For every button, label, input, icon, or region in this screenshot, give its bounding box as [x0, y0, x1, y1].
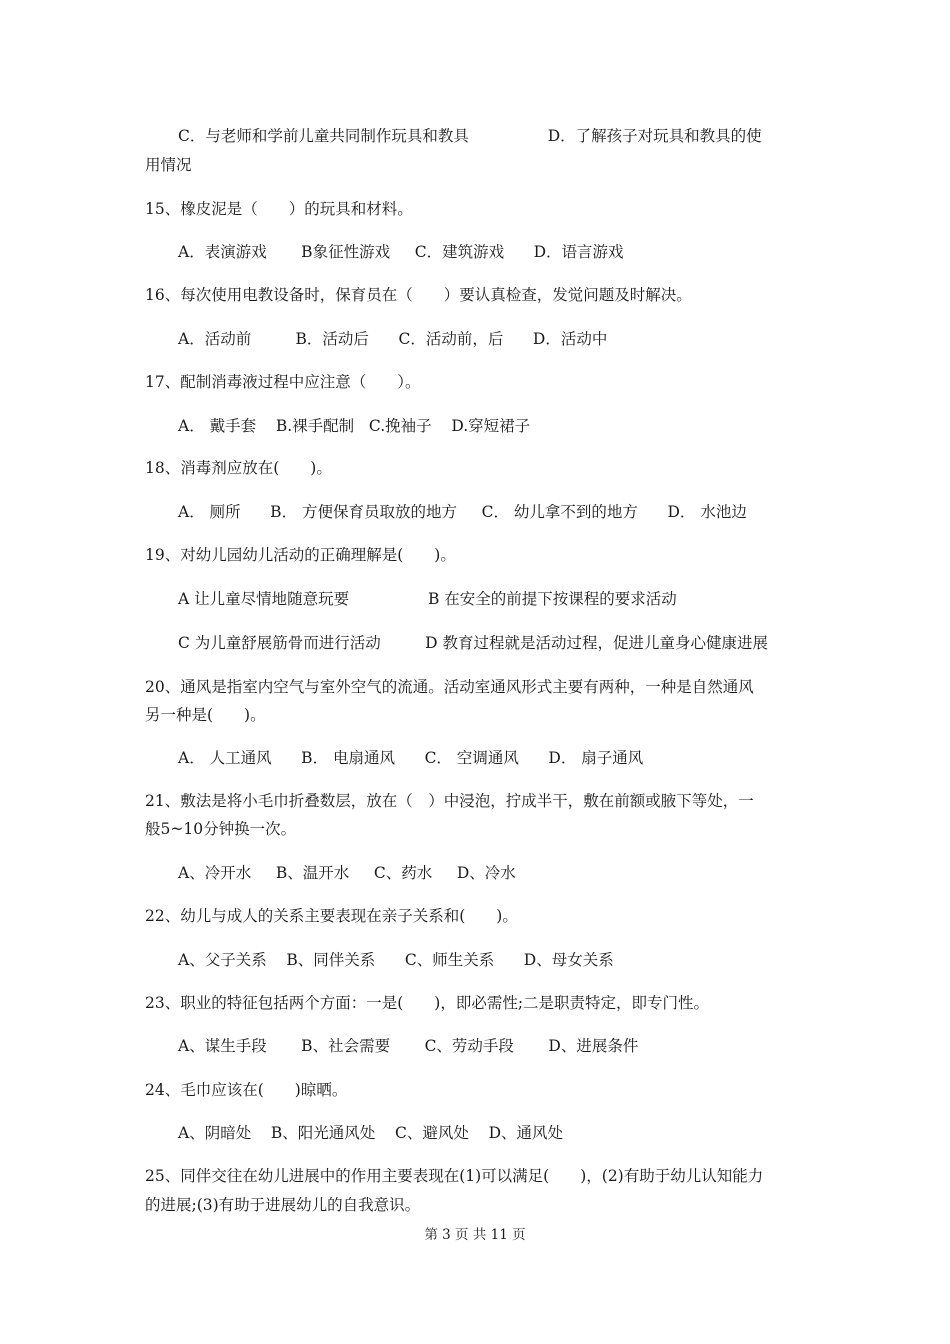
q14-options-line-1: C．与老师和学前儿童共同制作玩具和教具 D．了解孩子对玩具和教具的使 [178, 127, 762, 145]
question-19-options-1: A 让儿童尽情地随意玩要 B 在安全的前提下按课程的要求活动 [178, 590, 677, 608]
question-17-options: A． 戴手套 B.裸手配制 C.挽袖子 D.穿短裙子 [178, 417, 531, 435]
question-20-options: A． 人工通风 B． 电扇通风 C． 空调通风 D． 扇子通风 [178, 749, 644, 767]
question-23-options: A、谋生手段 B、社会需要 C、劳动手段 D、进展条件 [178, 1037, 639, 1055]
question-23: 23、职业的特征包括两个方面：一是( )，即必需性;二是职责特定，即专门性。 [145, 994, 710, 1012]
question-16: 16、每次使用电教设备时，保育员在（ ）要认真检查，发觉问题及时解决。 [145, 286, 692, 304]
question-21-cont: 般5~10分钟换一次。 [145, 820, 297, 838]
question-19-options-2: C 为儿童舒展筋骨而进行活动 D 教育过程就是活动过程，促进儿童身心健康进展 [178, 634, 768, 652]
question-21-options: A、冷开水 B、温开水 C、药水 D、冷水 [178, 864, 516, 882]
question-22: 22、幼儿与成人的关系主要表现在亲子关系和( )。 [145, 907, 518, 925]
question-20-cont: 另一种是( )。 [145, 706, 266, 724]
question-18: 18、消毒剂应放在( )。 [145, 459, 332, 477]
question-15: 15、橡皮泥是（ ）的玩具和材料。 [145, 200, 413, 218]
question-22-options: A、父子关系 B、同伴关系 C、师生关系 D、母女关系 [178, 951, 614, 969]
question-16-options: A．活动前 B．活动后 C．活动前，后 D．活动中 [178, 330, 608, 348]
page-footer: 第 3 页 共 11 页 [424, 1227, 526, 1243]
q14-options-line-2: 用情况 [145, 156, 192, 174]
question-24-options: A、阴暗处 B、阳光通风处 C、避风处 D、通风处 [178, 1124, 563, 1142]
question-20: 20、通风是指室内空气与室外空气的流通。活动室通风形式主要有两种，一种是自然通风 [145, 678, 754, 696]
question-25-cont: 的进展;(3)有助于进展幼儿的自我意识。 [145, 1196, 421, 1214]
question-21: 21、敷法是将小毛巾折叠数层，放在（ ）中浸泡，拧成半干，敷在前额或腋下等处，一 [145, 792, 754, 810]
question-18-options: A． 厕所 B． 方便保育员取放的地方 C． 幼儿拿不到的地方 D． 水池边 [178, 503, 747, 521]
question-17: 17、配制消毒液过程中应注意（ ）。 [145, 373, 421, 391]
question-25: 25、同伴交往在幼儿进展中的作用主要表现在(1)可以满足( )，(2)有助于幼儿认知能力 [145, 1167, 764, 1185]
question-19: 19、对幼儿园幼儿活动的正确理解是( )。 [145, 546, 456, 564]
question-15-options: A．表演游戏 B象征性游戏 C．建筑游戏 D．语言游戏 [178, 243, 624, 261]
question-24: 24、毛巾应该在( )晾晒。 [145, 1081, 348, 1099]
